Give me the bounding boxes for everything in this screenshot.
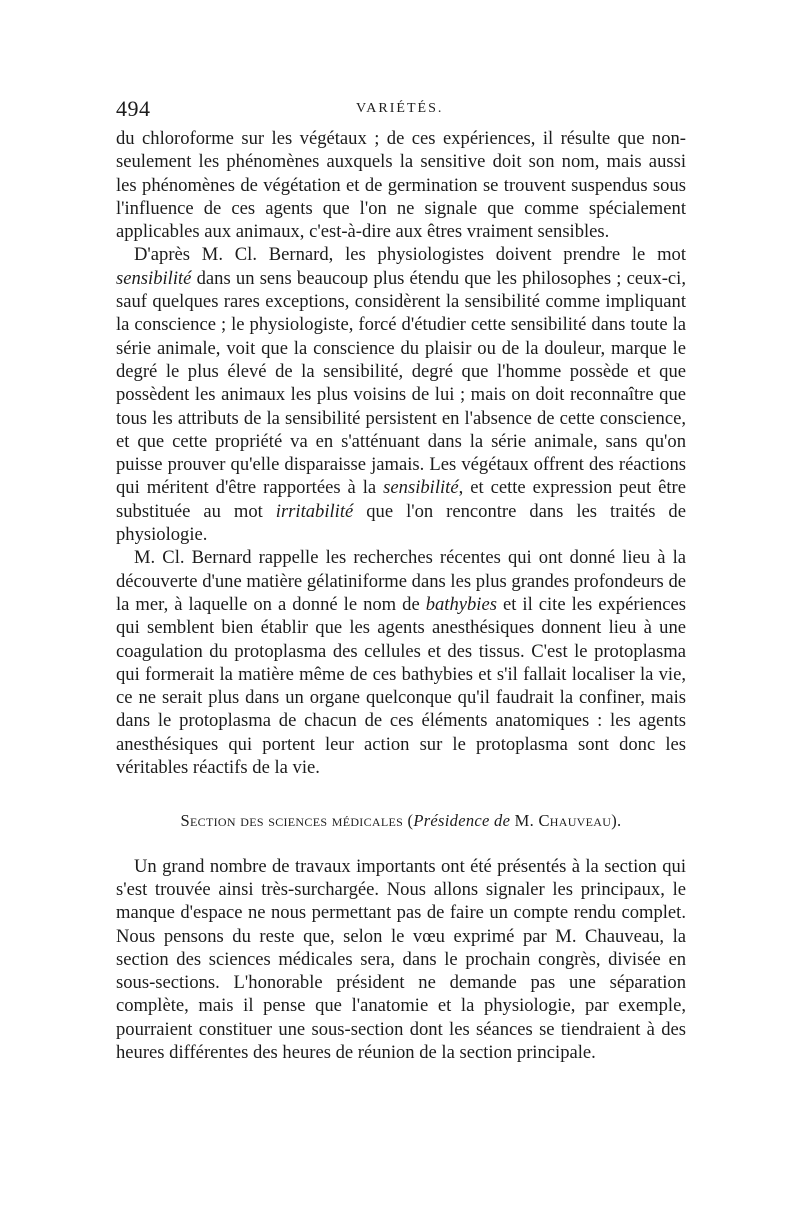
- italic-term: bathybies: [425, 593, 497, 615]
- paragraph-text: dans un sens beaucoup plus étendu que les philosophes ; ceux-ci, sauf quelques rares exceptions, considèrent la sensibilité comme impliquant la conscience ; le physiologiste, forcé d'étudier cette sensibilité dans toute la série animale, voit que la conscience du plaisir ou de la douleur, marque le degré le plus élevé de la sensibilité, degré que l'homme possède et que possèdent les animaux les plus voisins de lui ; mais on doit reconnaître que tous les attributs de la sensibilité persistent en l'absence de cette conscience, et que cette propriété va en s'atténuant dans la série animale, sans qu'on puisse prouver qu'elle disparaisse jamais. Les végétaux offrent des réactions qui méritent d'être rapportées à la: [116, 267, 686, 499]
- paragraph-sensibilite: [116, 243, 686, 546]
- paragraph-text: D'après M. Cl. Bernard, les physiologistes doivent prendre le mot: [134, 244, 686, 266]
- paragraph-text: M. Cl. Bernard rappelle les recherches récentes qui ont donné lieu à la découverte d'une matière gélatiniforme dans les plus grandes profondeurs de la mer, à laquelle on a donné le nom de: [116, 547, 686, 615]
- paragraph-text: Un grand nombre de travaux importants ont été présentés à la section qui s'est trouvée ainsi très-surchargée. Nous allons signaler les principaux, le manque d'espace ne nous permettant pas de faire un compte rendu complet. Nous pensons du reste que, selon le vœu exprimé par M. Chauveau, la section des sciences médicales sera, dans le prochain congrès, divisée en sous-sections. L'honorable président ne demande pas une séparation complète, mais il pense que l'anatomie et la physiologie, par exemple, pourraient constituer une sous-section dont les séances se tiendraient à des heures différentes des heures de réunion de la section principale.: [116, 855, 686, 1063]
- president-name: M. Chauveau: [510, 811, 612, 831]
- paragraph-text: du chloroforme sur les végétaux ; de ces expériences, il résulte que non-seulement les phénomènes auxquels la sensitive doit son nom, mais aussi les phénomènes de végétation et de germination se trouvent suspendus sous l'influence de ces agents que l'on ne signale que comme spécialement applicables aux animaux, c'est-à-dire aux êtres vraiment sensibles.: [116, 128, 686, 243]
- section-heading: [116, 809, 686, 832]
- paragraph-text: que l'on rencontre dans les traités de physiologie.: [116, 500, 686, 546]
- running-title: VARIÉTÉS.: [356, 101, 444, 116]
- heading-open: (: [403, 811, 414, 831]
- page-header: [116, 96, 686, 126]
- presidence-label: Présidence de: [413, 811, 511, 831]
- paragraph-text: et il cite les expériences qui semblent bien établir que les agents anesthésiques donnent lieu à une coagulation du protoplasma des cellules et des tissus. C'est le protoplasma qui formerait la matière même de ces bathybies et s'il fallait localiser la vie, ce ne serait plus dans un organe quelconque qu'il faudrait la confiner, mais dans le protoplasma de chacun de ces éléments anatomiques : les agents anesthésiques qui portent leur action sur le protoplasma sont donc les véritables réactifs de la vie.: [116, 593, 686, 779]
- heading-close: ).: [611, 811, 622, 831]
- italic-term: sensibilité: [383, 477, 459, 499]
- paragraph-bathybies: [116, 546, 686, 779]
- italic-term: sensibilité: [116, 267, 192, 289]
- paragraph-continuation: [116, 127, 686, 243]
- section-label: Section des sciences médicales: [180, 811, 404, 831]
- page-number: 494: [116, 96, 151, 121]
- page-body: [116, 127, 686, 1064]
- italic-term: irritabilité: [275, 500, 354, 522]
- paragraph-section-intro: [116, 855, 686, 1065]
- paragraph-text: , et cette expression peut être substituée au mot: [116, 477, 686, 522]
